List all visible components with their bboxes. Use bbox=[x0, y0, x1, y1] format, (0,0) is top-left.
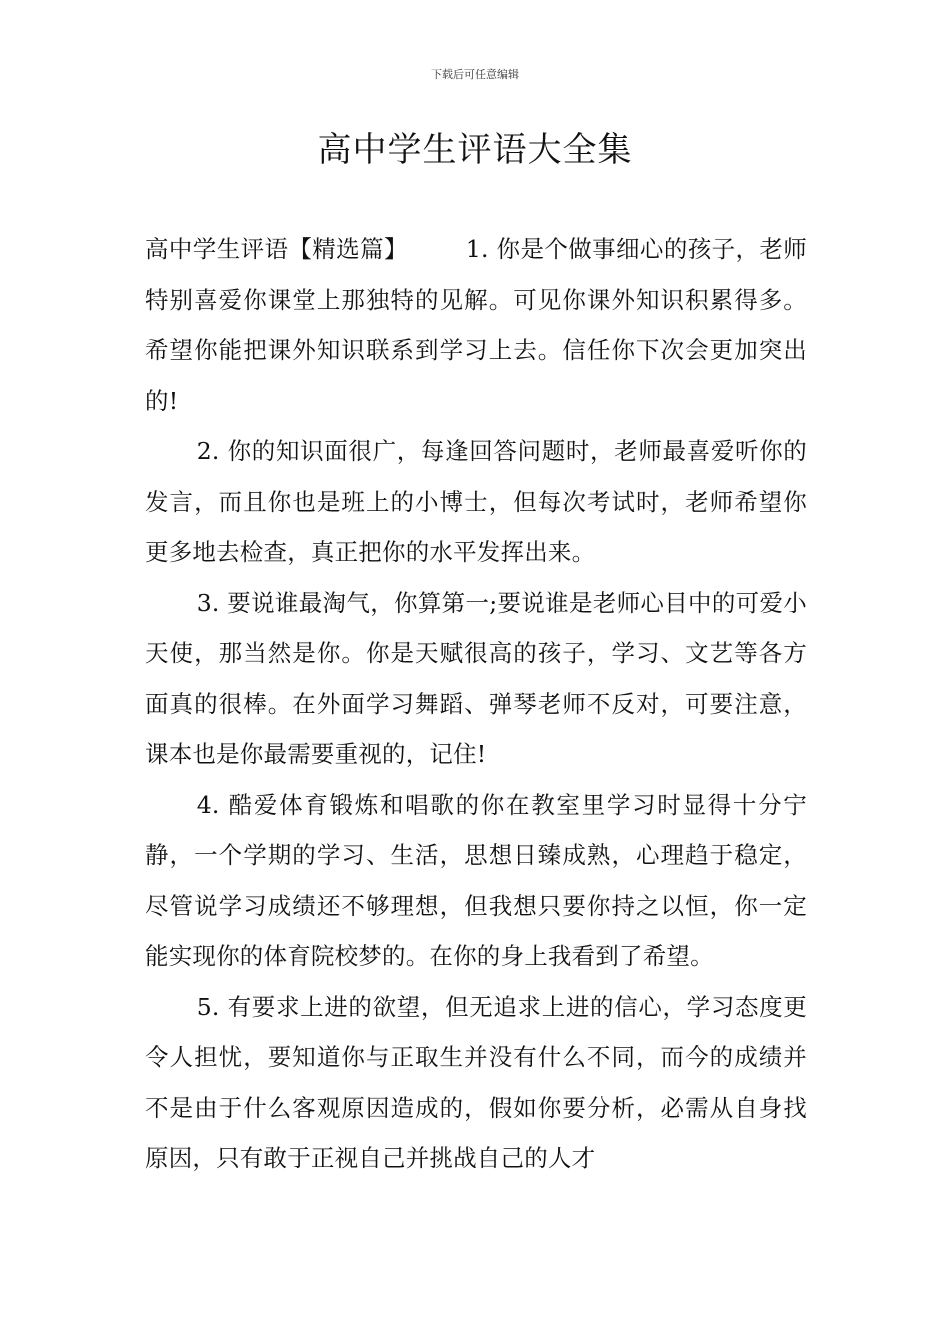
paragraph-4: 4. 酷爱体育锻炼和唱歌的你在教室里学习时显得十分宁静，一个学期的学习、生活，思想日臻成熟，心理趋于稳定，尽管说学习成绩还不够理想，但我想只要你持之以恒，你一定能实现你的体育院校梦的。在你的身上我看到了希望。 bbox=[145, 790, 807, 970]
paragraph-1-text: 1. 你是个做事细心的孩子，老师特别喜爱你课堂上那独特的见解。可见你课外知识积累得多。希望你能把课外知识联系到学习上去。信任你下次会更加突出的! bbox=[145, 235, 807, 415]
paragraph-5: 5. 有要求上进的欲望，但无追求上进的信心，学习态度更令人担忧，要知道你与正取生并没有什么不同，而今的成绩并不是由于什么客观原因造成的，假如你要分析，必需从自身找原因，只有敢于正视自己并挑战自己的人才 bbox=[145, 992, 807, 1172]
paragraph-1 bbox=[145, 224, 807, 426]
document-body bbox=[145, 224, 807, 1184]
paragraph-2: 2. 你的知识面很广，每逢回答问题时，老师最喜爱听你的发言，而且你也是班上的小博士，但每次考试时，老师希望你更多地去检查，真正把你的水平发挥出来。 bbox=[145, 437, 807, 566]
intro-label: 高中学生评语【精选篇】 bbox=[145, 235, 408, 263]
document-title: 高中学生评语大全集 bbox=[317, 130, 633, 170]
header-note: 下载后可任意编辑 bbox=[431, 68, 519, 81]
paragraph-3: 3. 要说谁最淘气，你算第一;要说谁是老师心目中的可爱小天使，那当然是你。你是天赋很高的孩子，学习、文艺等各方面真的很棒。在外面学习舞蹈、弹琴老师不反对，可要注意，课本也是你最需要重视的，记住! bbox=[145, 588, 807, 768]
